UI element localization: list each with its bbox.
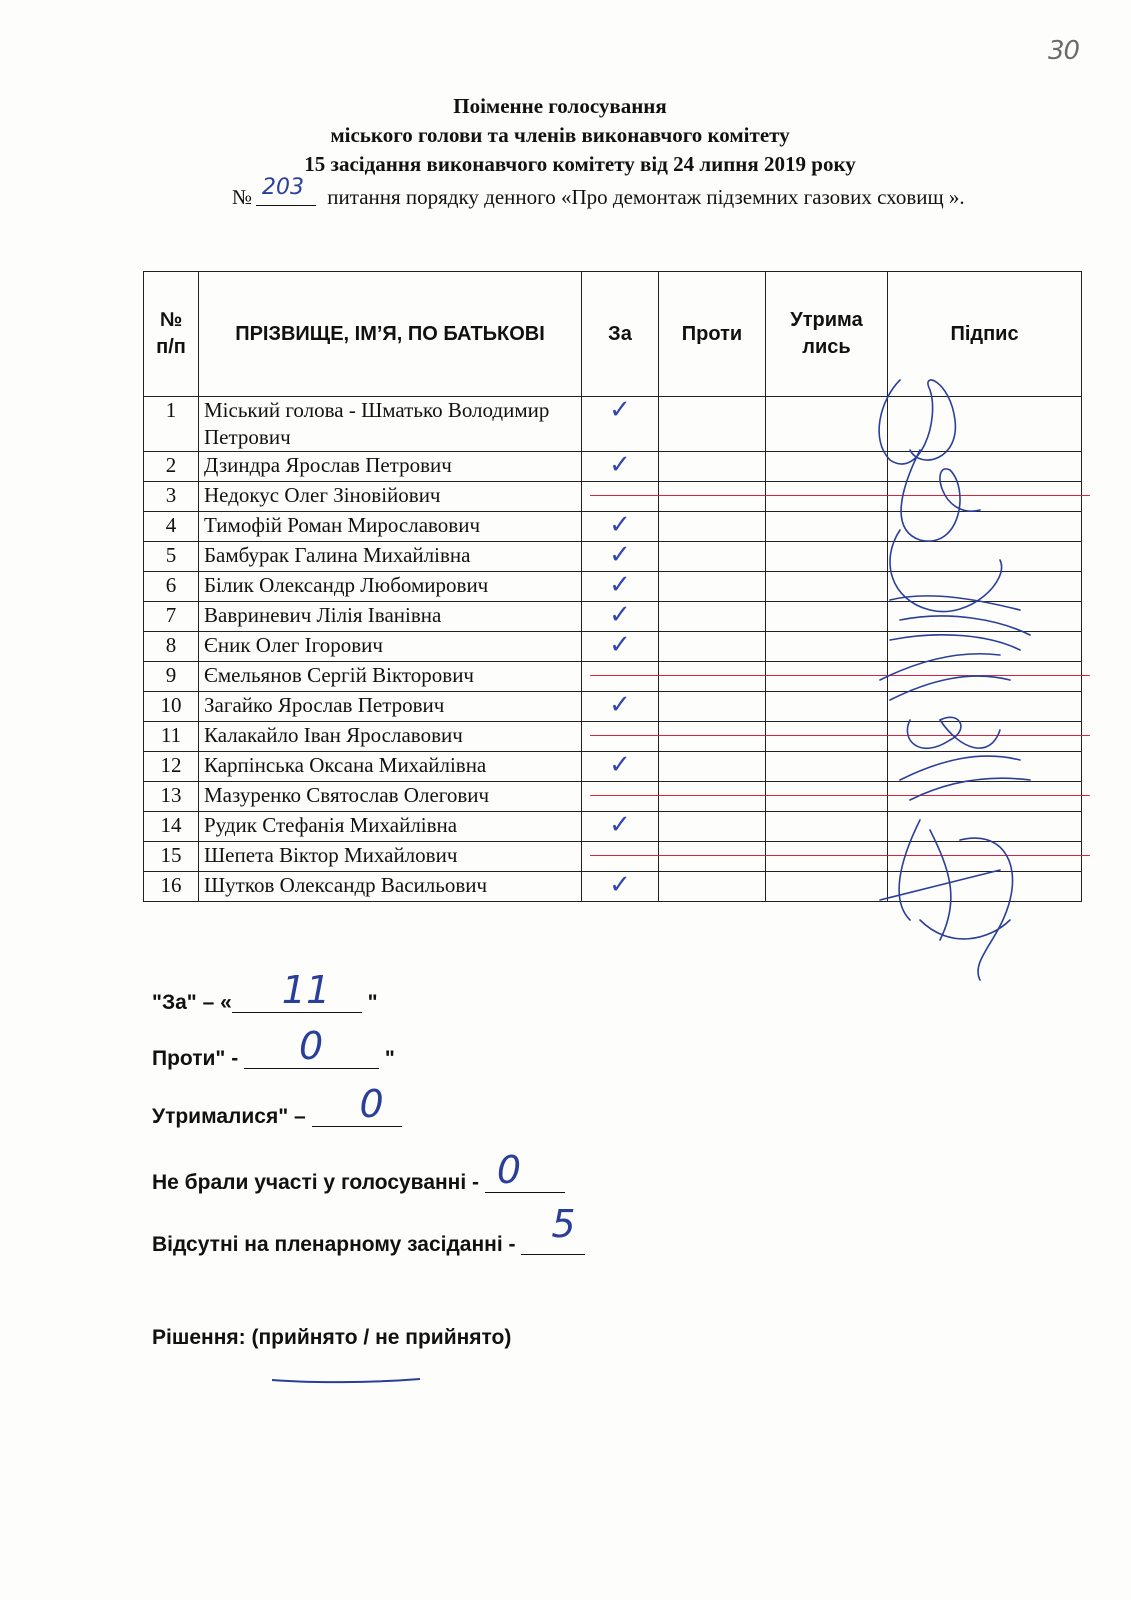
row-name: Вавриневич Лілія Іванівна <box>199 602 582 632</box>
summary-not-voting-value: 0 <box>496 1148 522 1192</box>
summary-abstain-value: 0 <box>359 1082 384 1126</box>
row-vote-against <box>659 812 766 842</box>
row-vote-against <box>659 662 766 692</box>
row-vote-against <box>659 842 766 872</box>
summary-against-close: " <box>379 1047 395 1070</box>
row-vote-for: ✓ <box>582 692 659 722</box>
table-row <box>144 602 1082 632</box>
row-vote-for: ✓ <box>582 602 659 632</box>
row-name: Бамбурак Галина Михайлівна <box>199 542 582 572</box>
row-name: Дзиндра Ярослав Петрович <box>199 452 582 482</box>
table-row <box>144 722 1082 752</box>
row-vote-for: ✓ <box>582 872 659 902</box>
agenda-number-blank <box>256 175 316 206</box>
row-vote-for: ✓ <box>582 512 659 542</box>
row-number: 7 <box>144 602 199 632</box>
row-number: 6 <box>144 572 199 602</box>
row-number: 9 <box>144 662 199 692</box>
page-number: 30 <box>1048 36 1080 66</box>
row-number: 5 <box>144 542 199 572</box>
row-vote-for <box>582 722 659 752</box>
row-vote-for <box>582 662 659 692</box>
row-name: Карпінська Оксана Михайлівна <box>199 752 582 782</box>
table-row <box>144 542 1082 572</box>
row-signature <box>888 572 1082 602</box>
row-vote-for: ✓ <box>582 752 659 782</box>
row-number: 14 <box>144 812 199 842</box>
table-row <box>144 692 1082 722</box>
row-number: 4 <box>144 512 199 542</box>
summary-abstain-blank <box>312 1082 402 1127</box>
summary-absent-label: Відсутні на пленарному засіданні - <box>152 1233 522 1256</box>
row-name: Мазуренко Святослав Олегович <box>199 782 582 812</box>
row-vote-against <box>659 692 766 722</box>
row-signature <box>888 722 1082 752</box>
row-signature <box>888 872 1082 902</box>
row-vote-abstain <box>766 512 888 542</box>
strike-line <box>590 735 1090 736</box>
decision-underline-mark <box>270 1375 422 1385</box>
row-number: 13 <box>144 782 199 812</box>
row-vote-against <box>659 572 766 602</box>
row-vote-for: ✓ <box>582 397 659 452</box>
title-line-3: 15 засідання виконавчого комітету від 24 липня 2019 року <box>304 152 856 176</box>
row-signature <box>888 752 1082 782</box>
row-vote-abstain <box>766 662 888 692</box>
row-name: Білик Олександр Любомирович <box>199 572 582 602</box>
row-name: Ємельянов Сергій Вікторович <box>199 662 582 692</box>
strike-line <box>590 795 1090 796</box>
row-number: 3 <box>144 482 199 512</box>
row-vote-abstain <box>766 872 888 902</box>
decision: Рішення: (прийнято / не прийнято) <box>152 1326 512 1349</box>
table-row <box>144 872 1082 902</box>
title-line-2: міського голови та членів виконавчого комітету <box>330 123 790 147</box>
agenda-item <box>232 175 1052 212</box>
row-vote-against <box>659 722 766 752</box>
row-vote-abstain <box>766 752 888 782</box>
table-row <box>144 662 1082 692</box>
agenda-number-handwritten: 203 <box>262 175 305 200</box>
table-row <box>144 482 1082 512</box>
table-row <box>144 812 1082 842</box>
row-vote-for <box>582 842 659 872</box>
table-row <box>144 632 1082 662</box>
row-vote-abstain <box>766 842 888 872</box>
row-vote-abstain <box>766 812 888 842</box>
row-vote-against <box>659 542 766 572</box>
summary-for-value: 11 <box>281 968 331 1012</box>
row-vote-against <box>659 782 766 812</box>
row-number: 11 <box>144 722 199 752</box>
agenda-number-prefix: № <box>232 185 253 209</box>
row-signature <box>888 512 1082 542</box>
strike-line <box>590 675 1090 676</box>
row-signature <box>888 602 1082 632</box>
table-row <box>144 452 1082 482</box>
vote-table <box>143 271 1082 902</box>
header-against: Проти <box>659 272 766 397</box>
summary-absent-blank <box>521 1202 585 1255</box>
row-vote-against <box>659 482 766 512</box>
strike-line <box>590 855 1090 856</box>
row-vote-abstain <box>766 722 888 752</box>
row-vote-for: ✓ <box>582 452 659 482</box>
summary-absent <box>152 1202 585 1257</box>
row-signature <box>888 782 1082 812</box>
row-vote-abstain <box>766 482 888 512</box>
row-vote-against <box>659 752 766 782</box>
row-name: Калакайло Іван Ярославович <box>199 722 582 752</box>
row-number: 8 <box>144 632 199 662</box>
row-vote-against <box>659 632 766 662</box>
row-vote-abstain <box>766 632 888 662</box>
row-name: Недокус Олег Зіновійович <box>199 482 582 512</box>
header-abstain: Утрима лись <box>766 272 888 397</box>
row-vote-abstain <box>766 397 888 452</box>
summary-not-voting-blank <box>485 1148 565 1193</box>
row-vote-abstain <box>766 782 888 812</box>
row-signature <box>888 692 1082 722</box>
summary-not-voting-label: Не брали участі у голосуванні - <box>152 1171 485 1194</box>
row-signature <box>888 542 1082 572</box>
row-vote-against <box>659 397 766 452</box>
header-name: ПРІЗВИЩЕ, ІМ’Я, ПО БАТЬКОВІ <box>199 272 582 397</box>
summary-against-label: Проти" - <box>152 1047 245 1070</box>
strike-line <box>590 495 1090 496</box>
summary-abstain <box>152 1082 402 1129</box>
summary-against-blank <box>244 1024 379 1069</box>
summary-against-value: 0 <box>299 1024 324 1068</box>
row-vote-against <box>659 872 766 902</box>
row-vote-abstain <box>766 692 888 722</box>
row-vote-abstain <box>766 602 888 632</box>
summary-absent-value: 5 <box>551 1202 576 1246</box>
row-vote-for: ✓ <box>582 632 659 662</box>
row-vote-for: ✓ <box>582 572 659 602</box>
row-name: Загайко Ярослав Петрович <box>199 692 582 722</box>
header-for: За <box>582 272 659 397</box>
row-vote-for: ✓ <box>582 542 659 572</box>
row-signature <box>888 632 1082 662</box>
row-name: Єник Олег Ігорович <box>199 632 582 662</box>
row-signature <box>888 842 1082 872</box>
table-row <box>144 512 1082 542</box>
table-row <box>144 782 1082 812</box>
table-row <box>144 572 1082 602</box>
table-row <box>144 397 1082 452</box>
row-number: 12 <box>144 752 199 782</box>
row-name: Тимофій Роман Мирославович <box>199 512 582 542</box>
summary-for-label: "За" – « <box>152 991 232 1014</box>
title-line-1: Поіменне голосування <box>453 94 667 118</box>
summary-for <box>152 968 378 1015</box>
header-signature: Підпис <box>888 272 1082 397</box>
summary-abstain-label: Утрималися" – <box>152 1105 312 1128</box>
row-number: 1 <box>144 397 199 452</box>
row-name: Шутков Олександр Васильович <box>199 872 582 902</box>
row-signature <box>888 397 1082 452</box>
row-signature <box>888 452 1082 482</box>
row-vote-abstain <box>766 542 888 572</box>
row-vote-against <box>659 602 766 632</box>
table-row <box>144 842 1082 872</box>
row-signature <box>888 482 1082 512</box>
row-vote-for <box>582 782 659 812</box>
row-vote-for <box>582 482 659 512</box>
vote-table-header <box>144 272 1082 397</box>
row-vote-for: ✓ <box>582 812 659 842</box>
row-name: Шепета Віктор Михайлович <box>199 842 582 872</box>
row-vote-abstain <box>766 452 888 482</box>
table-row <box>144 752 1082 782</box>
row-vote-against <box>659 452 766 482</box>
row-number: 10 <box>144 692 199 722</box>
row-name: Міський голова - Шматько Володимир Петрович <box>199 397 582 452</box>
row-number: 15 <box>144 842 199 872</box>
agenda-text: питання порядку денного «Про демонтаж підземних газових сховищ ». <box>327 185 965 209</box>
header-num: № п/п <box>144 272 199 397</box>
summary-against <box>152 1024 395 1071</box>
row-vote-against <box>659 512 766 542</box>
row-number: 16 <box>144 872 199 902</box>
summary-for-close: " <box>361 991 378 1014</box>
summary-for-blank <box>232 968 362 1013</box>
row-vote-abstain <box>766 572 888 602</box>
summary-not-voting <box>152 1148 565 1195</box>
row-name: Рудик Стефанія Михайлівна <box>199 812 582 842</box>
row-signature <box>888 662 1082 692</box>
row-number: 2 <box>144 452 199 482</box>
row-signature <box>888 812 1082 842</box>
